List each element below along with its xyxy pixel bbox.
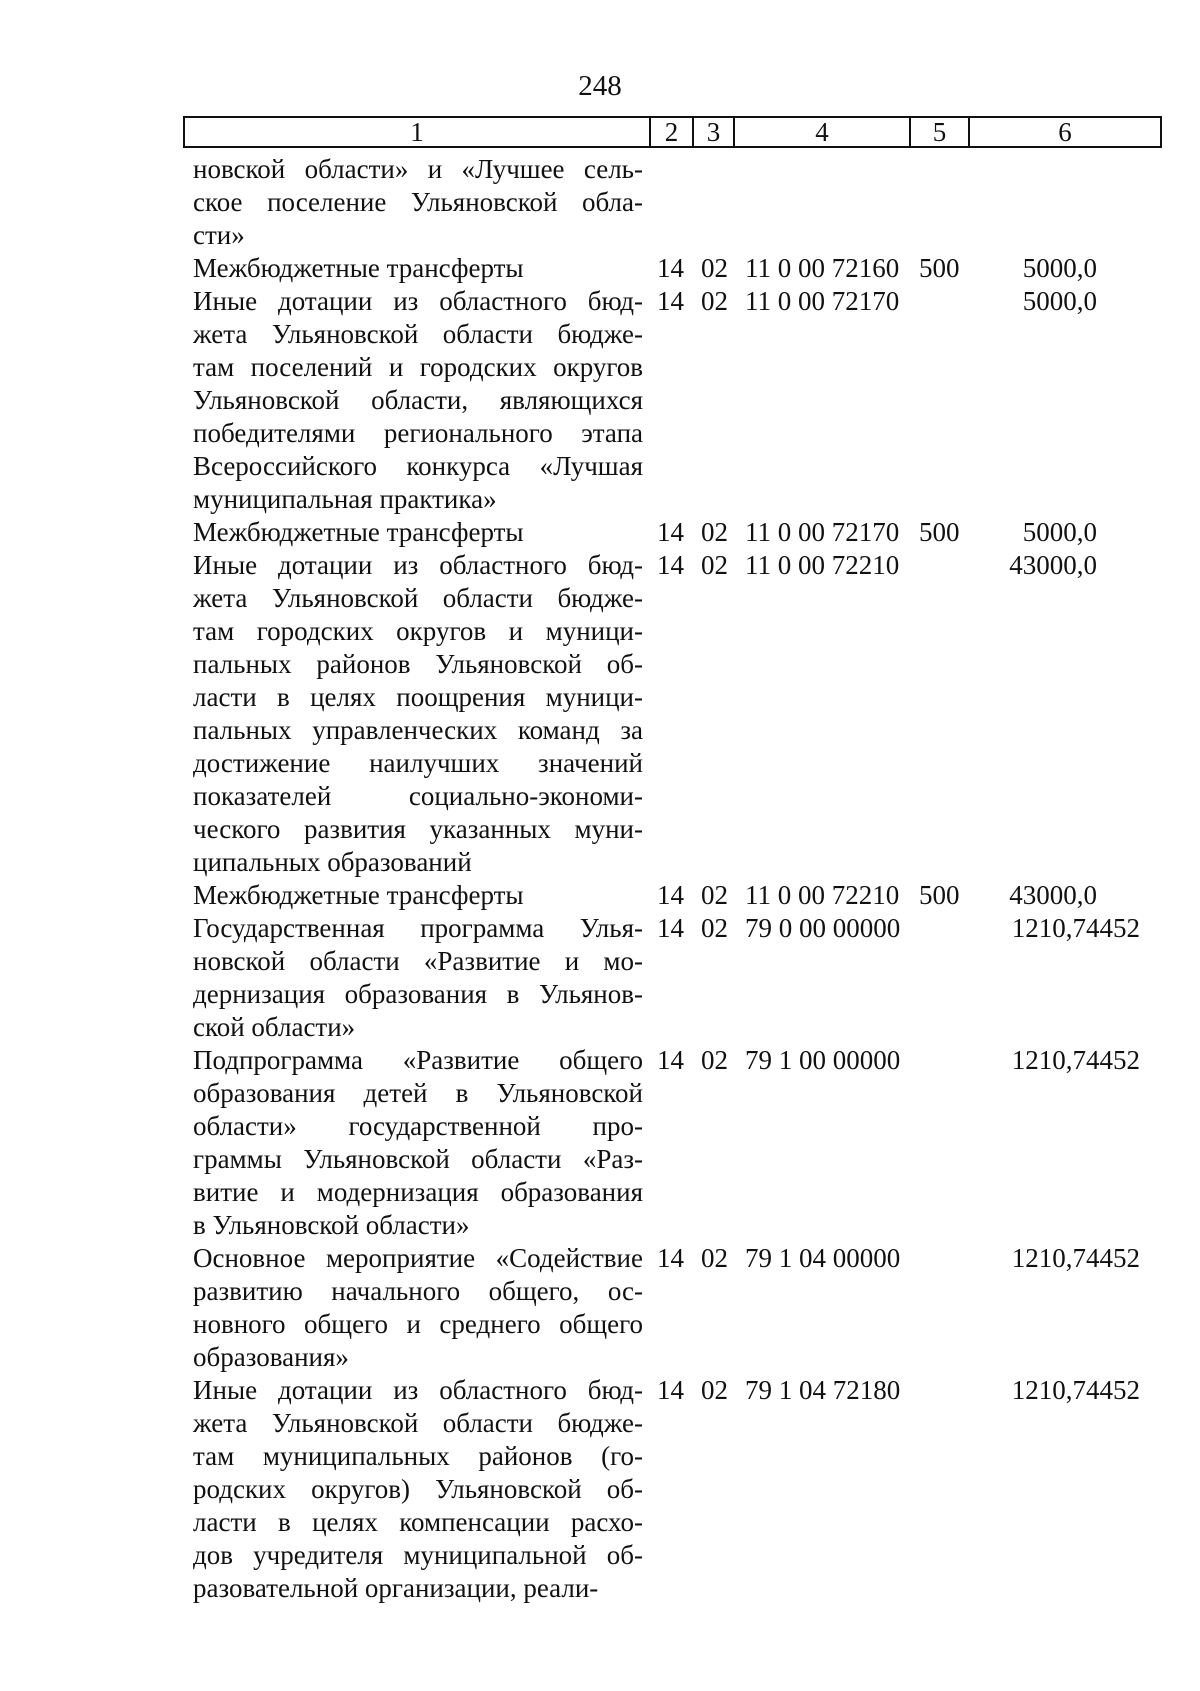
cell-col-3: 02 bbox=[701, 1045, 728, 1075]
table-row bbox=[0, 912, 1200, 1044]
row-description bbox=[193, 153, 643, 252]
table-row bbox=[0, 1242, 1200, 1374]
cell-col-2: 14 bbox=[657, 1243, 684, 1273]
cell-col-5: 500 bbox=[919, 517, 960, 547]
description-line: показателей социально-экономи- bbox=[193, 781, 643, 811]
column-header-4: 4 bbox=[735, 118, 911, 146]
cell-col-6: 1210,74452 bbox=[1011, 1375, 1140, 1405]
row-description bbox=[193, 252, 643, 285]
cell-col-4: 11 0 00 72210 bbox=[745, 550, 900, 580]
cell-col-2: 14 bbox=[657, 517, 684, 547]
description-line: Межбюджетные трансферты bbox=[193, 253, 524, 283]
description-line: там городских округов и муници- bbox=[193, 616, 643, 646]
cell-col-2: 14 bbox=[657, 286, 684, 316]
cell-col-6: 5000,0 bbox=[1022, 253, 1097, 283]
description-line: сти» bbox=[193, 220, 245, 250]
cell-col-3: 02 bbox=[701, 550, 728, 580]
cell-col-3: 02 bbox=[701, 1243, 728, 1273]
table-row bbox=[0, 516, 1200, 549]
description-line: там муниципальных районов (го- bbox=[193, 1441, 643, 1471]
description-line: победителями регионального этапа bbox=[193, 418, 643, 448]
table-row bbox=[0, 1374, 1200, 1605]
row-description bbox=[193, 912, 643, 1044]
table-row bbox=[0, 1044, 1200, 1242]
description-line: Межбюджетные трансферты bbox=[193, 880, 524, 910]
description-line: жета Ульяновской области бюдже- bbox=[193, 583, 643, 613]
row-description bbox=[193, 1374, 643, 1605]
description-line: достижение наилучших значений bbox=[193, 748, 643, 778]
cell-col-5: 500 bbox=[919, 253, 960, 283]
description-line: Иные дотации из областного бюд- bbox=[193, 550, 643, 580]
row-description bbox=[193, 516, 643, 549]
description-line: ласти в целях компенсации расхо- bbox=[193, 1507, 643, 1537]
cell-col-4: 11 0 00 72170 bbox=[745, 517, 900, 547]
description-line: пальных районов Ульяновской об- bbox=[193, 649, 643, 679]
description-line: Государственная программа Улья- bbox=[193, 913, 643, 943]
description-line: ческого развития указанных муни- bbox=[193, 814, 643, 844]
table-row bbox=[0, 549, 1200, 879]
description-line: ское поселение Ульяновской обла- bbox=[193, 187, 643, 217]
page-number: 248 bbox=[578, 70, 622, 102]
column-header-1: 1 bbox=[185, 118, 651, 146]
budget-table-body bbox=[0, 153, 1200, 1605]
description-line: образования детей в Ульяновской bbox=[193, 1078, 643, 1108]
row-description bbox=[193, 1242, 643, 1374]
cell-col-4: 79 1 00 00000 bbox=[745, 1045, 901, 1075]
description-line: родских округов) Ульяновской об- bbox=[193, 1474, 643, 1504]
cell-col-3: 02 bbox=[701, 253, 728, 283]
column-header-row bbox=[183, 116, 1162, 148]
description-line: витие и модернизация образования bbox=[193, 1177, 643, 1207]
description-line: новской области «Развитие и мо- bbox=[193, 946, 643, 976]
cell-col-2: 14 bbox=[657, 550, 684, 580]
description-line: новного общего и среднего общего bbox=[193, 1309, 643, 1339]
cell-col-3: 02 bbox=[701, 286, 728, 316]
description-line: Межбюджетные трансферты bbox=[193, 517, 524, 547]
column-header-2: 2 bbox=[651, 118, 694, 146]
description-line: ципальных образований bbox=[193, 847, 472, 877]
cell-col-3: 02 bbox=[701, 1375, 728, 1405]
row-description bbox=[193, 285, 643, 516]
column-header-6: 6 bbox=[1058, 117, 1072, 147]
description-line: образования» bbox=[193, 1342, 349, 1372]
cell-col-6: 1210,74452 bbox=[1011, 1243, 1140, 1273]
cell-col-4: 79 0 00 00000 bbox=[745, 913, 901, 943]
cell-col-3: 02 bbox=[701, 880, 728, 910]
cell-col-4: 79 1 04 72180 bbox=[745, 1375, 901, 1405]
cell-col-6: 1210,74452 bbox=[1011, 1045, 1140, 1075]
cell-col-2: 14 bbox=[657, 1045, 684, 1075]
table-row bbox=[0, 252, 1200, 285]
description-line: новской области» и «Лучшее сель- bbox=[193, 154, 643, 184]
cell-col-4: 11 0 00 72160 bbox=[745, 253, 900, 283]
description-line: Иные дотации из областного бюд- bbox=[193, 286, 643, 316]
description-line: муниципальная практика» bbox=[193, 484, 497, 514]
description-line: пальных управленческих команд за bbox=[193, 715, 643, 745]
description-line: развитию начального общего, ос- bbox=[193, 1276, 643, 1306]
description-line: дов учредителя муниципальной об- bbox=[193, 1540, 643, 1570]
column-header-5: 5 bbox=[911, 118, 970, 146]
cell-col-2: 14 bbox=[657, 880, 684, 910]
cell-col-6: 43000,0 bbox=[1009, 880, 1097, 910]
row-description bbox=[193, 549, 643, 879]
description-line: Иные дотации из областного бюд- bbox=[193, 1375, 643, 1405]
cell-col-6: 1210,74452 bbox=[1011, 913, 1140, 943]
cell-col-2: 14 bbox=[657, 253, 684, 283]
column-header-3: 3 bbox=[694, 118, 735, 146]
cell-col-3: 02 bbox=[701, 517, 728, 547]
table-row bbox=[0, 153, 1200, 252]
description-line: граммы Ульяновской области «Раз- bbox=[193, 1144, 643, 1174]
row-description bbox=[193, 1044, 643, 1242]
cell-col-2: 14 bbox=[657, 913, 684, 943]
cell-col-2: 14 bbox=[657, 1375, 684, 1405]
row-description bbox=[193, 879, 643, 912]
description-line: разовательной организации, реали- bbox=[193, 1573, 599, 1603]
table-row bbox=[0, 285, 1200, 516]
description-line: в Ульяновской области» bbox=[193, 1210, 470, 1240]
description-line: Основное мероприятие «Содействие bbox=[193, 1243, 643, 1273]
cell-col-5: 500 bbox=[919, 880, 960, 910]
cell-col-3: 02 bbox=[701, 913, 728, 943]
description-line: жета Ульяновской области бюдже- bbox=[193, 319, 643, 349]
description-line: Подпрограмма «Развитие общего bbox=[193, 1045, 643, 1075]
cell-col-4: 79 1 04 00000 bbox=[745, 1243, 901, 1273]
cell-col-4: 11 0 00 72210 bbox=[745, 880, 900, 910]
description-line: там поселений и городских округов bbox=[193, 352, 643, 382]
description-line: ской области» bbox=[193, 1012, 356, 1042]
description-line: дернизация образования в Ульянов- bbox=[193, 979, 643, 1009]
description-line: ласти в целях поощрения муници- bbox=[193, 682, 643, 712]
cell-col-6: 5000,0 bbox=[1022, 517, 1097, 547]
cell-col-6: 5000,0 bbox=[1022, 286, 1097, 316]
cell-col-6: 43000,0 bbox=[1009, 550, 1097, 580]
description-line: Ульяновской области, являющихся bbox=[193, 385, 643, 415]
cell-col-4: 11 0 00 72170 bbox=[745, 286, 900, 316]
table-row bbox=[0, 879, 1200, 912]
description-line: жета Ульяновской области бюдже- bbox=[193, 1408, 643, 1438]
description-line: Всероссийского конкурса «Лучшая bbox=[193, 451, 643, 481]
description-line: области» государственной про- bbox=[193, 1111, 643, 1141]
